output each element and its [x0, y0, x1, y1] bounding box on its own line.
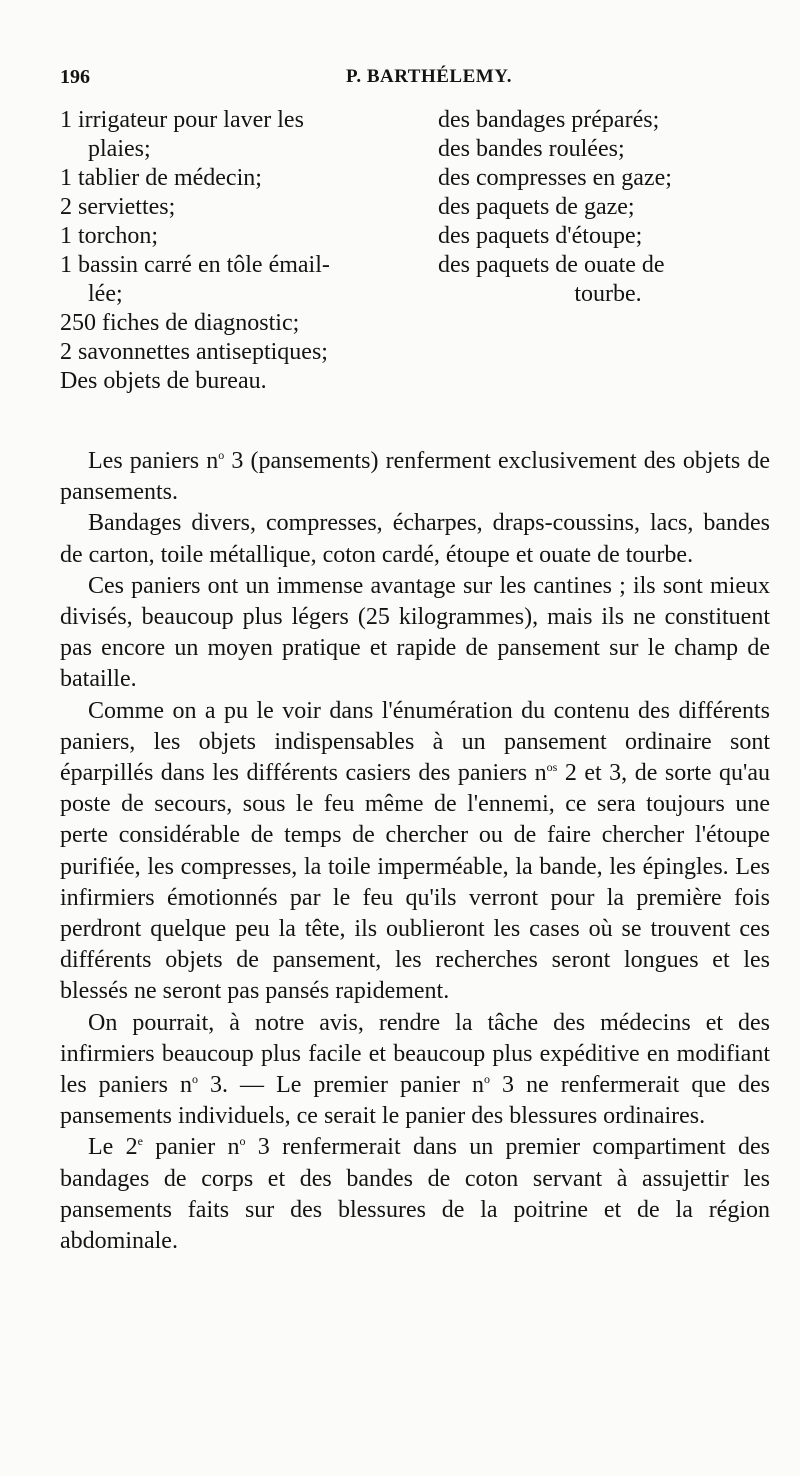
list-item: 2 serviettes;	[60, 194, 176, 220]
list-item: 1 irrigateur pour laver les	[60, 107, 304, 133]
list-item: des bandages préparés;	[438, 107, 660, 133]
list-item: Des objets de bureau.	[60, 368, 267, 394]
paragraph: On pourrait, à notre avis, rendre la tâche des médecins et des infirmiers beaucoup plus facile et beaucoup plus expéditive en modifiant les paniers $n^o$ 3. — Le premier panier $n^o$ 3 ne renfermerait que des pansements individuels, ce serait le panier des blessures ordinaires.	[60, 1009, 771, 1130]
list-item: 1 tablier de médecin;	[60, 165, 262, 191]
list-item: des paquets de gaze;	[438, 194, 635, 220]
paragraph: Bandages divers, compresses, écharpes, draps-coussins, lacs, bandes de carton, toile métallique, coton cardé, étoupe et ouate de tourbe.	[60, 510, 770, 568]
list-item-continuation: tourbe.	[574, 281, 642, 307]
list-item-continuation: plaies;	[88, 136, 151, 162]
list-item: 250 fiches de diagnostic;	[60, 310, 300, 336]
list-item: des bandes roulées;	[438, 136, 625, 162]
equipment-list-left	[60, 106, 420, 396]
paragraph: Ces paniers ont un immense avantage sur les cantines ; ils sont mieux divisés, beaucoup plus légers (25 kilogrammes), mais ils ne constituent pas encore un moyen pratique et rapide de pansement sur le champ de bataille.	[60, 572, 770, 693]
list-item: des compresses en gaze;	[438, 165, 672, 191]
list-item: des paquets de ouate de	[438, 252, 665, 278]
list-item: 2 savonnettes antiseptiques;	[60, 339, 328, 365]
paragraph: Comme on a pu le voir dans l'énumération du contenu des différents paniers, les objets indispensables à un pansement ordinaire sont éparpillés dans les différents casiers des paniers $n^{os}$ 2 et 3, de sorte qu'au poste de secours, sous le feu même de l'ennemi, ce sera toujours une perte considérable de temps de chercher ou de faire chercher l'étoupe purifiée, les compresses, la toile imperméable, la bande, les épingles. Les infirmiers émotionnés par le feu qu'ils verront pour la première fois perdront quelque peu la tête, ils oublieront les cases où se trouvent ces différents objets de pansement, les recherches seront longues et les blessés ne seront pas pansés rapidement.	[60, 697, 771, 1005]
page-header	[0, 66, 800, 96]
paragraph: Le 2e panier $n^o$ 3 renfermerait dans un premier compartiment des bandages de corps et des bandes de coton servant à assujettir les pansements faits sur des blessures de la poitrine et de la région abdominale.	[60, 1134, 770, 1255]
page-number: 196	[60, 66, 90, 88]
running-head: P. BARTHÉLEMY.	[346, 66, 512, 87]
list-item-continuation: lée;	[88, 281, 123, 307]
body-text	[60, 446, 770, 1257]
equipment-list-right	[438, 106, 778, 309]
paragraph: Les paniers $n^o$ 3 (pansements) renferment exclusivement des objets de pansements.	[60, 448, 770, 506]
list-item: 1 bassin carré en tôle émail-	[60, 252, 330, 278]
list-item: des paquets d'étoupe;	[438, 223, 643, 249]
list-item: 1 torchon;	[60, 223, 158, 249]
